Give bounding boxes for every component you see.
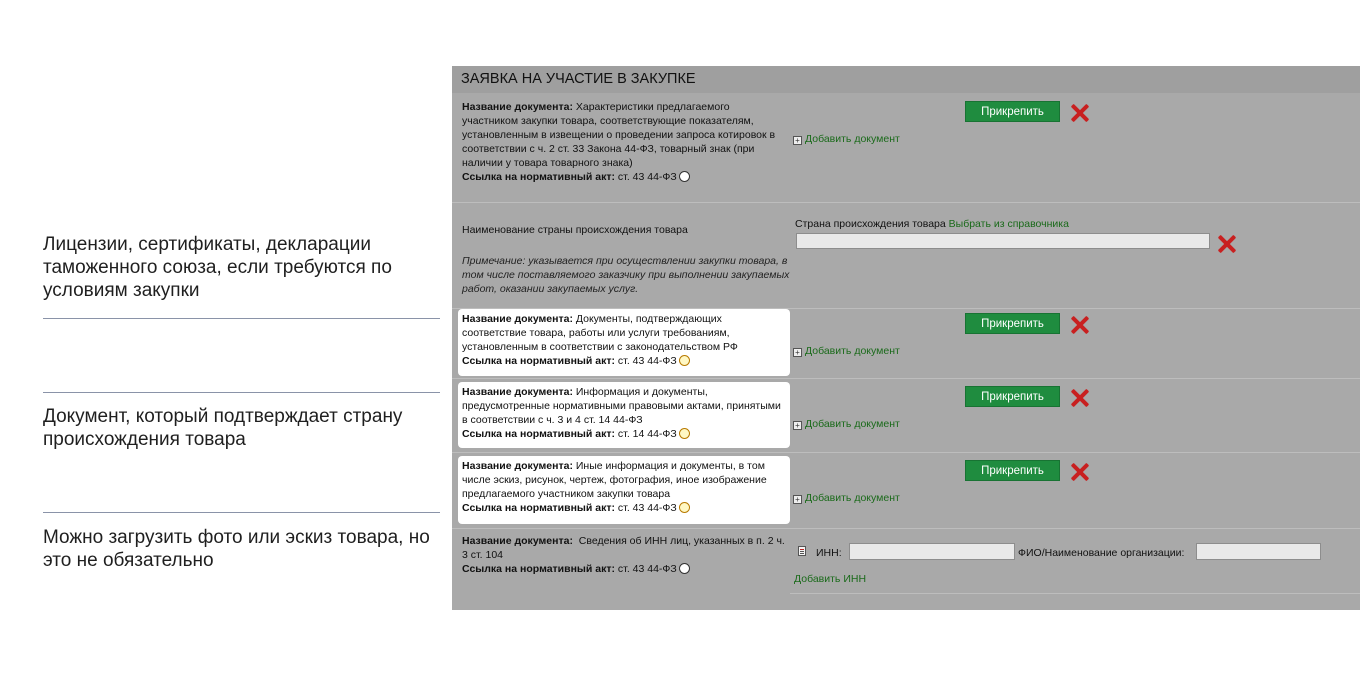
info-icon[interactable] bbox=[679, 355, 690, 366]
expand-plus-icon: + bbox=[793, 421, 802, 430]
doc-name-label: Название документа: bbox=[462, 101, 573, 113]
fio-input[interactable] bbox=[1196, 543, 1321, 560]
act-label: Ссылка на нормативный акт: bbox=[462, 502, 615, 514]
clear-country-icon[interactable] bbox=[1218, 235, 1236, 253]
add-document-link[interactable]: + Добавить документ bbox=[793, 344, 900, 358]
act-ref: ст. 43 44-ФЗ bbox=[617, 171, 677, 183]
doc-name: Документы, подтверждающих соответствие товара, работы или услуги требованиям, установленным в соответствии с законодательством РФ bbox=[462, 313, 738, 353]
expand-plus-icon: + bbox=[793, 136, 802, 145]
act-ref: ст. 43 44-ФЗ bbox=[617, 563, 677, 575]
row-separator bbox=[452, 378, 1360, 379]
country-field-label: Страна происхождения товара bbox=[795, 218, 946, 230]
doc-name: Характеристики предлагаемого участником закупки товара, соответствующие показателям, установленным в извещении о проведении запроса котировок в соответствии с ч. 2 ст. 33 Закона 44-ФЗ, товарный знак (при наличии у товара товарного знака) bbox=[462, 101, 776, 169]
add-document-link[interactable]: + Добавить документ bbox=[793, 417, 900, 431]
act-label: Ссылка на нормативный акт: bbox=[462, 563, 615, 575]
country-field-row bbox=[795, 217, 1195, 231]
row-separator bbox=[452, 528, 1360, 529]
act-ref: ст. 43 44-ФЗ bbox=[617, 502, 677, 514]
annotation-licenses: Лицензии, сертификаты, декларации таможенного союза, если требуются по условиям закупки bbox=[43, 234, 392, 301]
add-inn-link[interactable]: Добавить ИНН bbox=[794, 573, 867, 585]
delete-icon[interactable] bbox=[1071, 463, 1089, 481]
doc-name: Информация и документы, предусмотренные нормативными правовыми актами, принятыми в соответствии с ч. 3 и 4 ст. 14 44-ФЗ bbox=[462, 386, 781, 426]
pick-from-directory-link[interactable]: Выбрать из справочника bbox=[948, 218, 1069, 230]
add-document-link[interactable]: + Добавить документ bbox=[793, 132, 900, 146]
attach-button[interactable]: Прикрепить bbox=[965, 101, 1060, 122]
delete-icon[interactable] bbox=[1071, 389, 1089, 407]
annotation-divider bbox=[43, 318, 440, 319]
info-icon[interactable] bbox=[679, 502, 690, 513]
doc-name-label: Название документа: bbox=[462, 313, 573, 325]
expand-plus-icon: + bbox=[793, 348, 802, 357]
country-input[interactable] bbox=[796, 233, 1210, 249]
doc-name-label: Название документа: bbox=[462, 460, 573, 472]
inn-label: ИНН: bbox=[816, 547, 842, 559]
annotation-divider bbox=[43, 512, 440, 513]
document-row bbox=[458, 97, 790, 187]
application-form-panel bbox=[452, 66, 1360, 610]
delete-icon[interactable] bbox=[1071, 104, 1089, 122]
doc-name-label: Название документа: bbox=[462, 386, 573, 398]
country-label: Наименование страны происхождения товара bbox=[462, 224, 688, 236]
add-document-link[interactable]: + Добавить документ bbox=[793, 491, 900, 505]
attach-button[interactable]: Прикрепить bbox=[965, 386, 1060, 407]
act-ref: ст. 43 44-ФЗ bbox=[617, 355, 677, 367]
annotation-origin-doc: Документ, который подтверждает страну происхождения товара bbox=[43, 406, 403, 450]
expand-plus-icon: + bbox=[793, 495, 802, 504]
document-icon bbox=[798, 546, 806, 556]
info-icon[interactable] bbox=[679, 428, 690, 439]
row-separator bbox=[452, 202, 1360, 203]
info-icon[interactable] bbox=[679, 171, 690, 182]
delete-icon[interactable] bbox=[1071, 316, 1089, 334]
act-ref: ст. 14 44-ФЗ bbox=[617, 428, 677, 440]
country-note: Примечание: указывается при осуществлении закупки товара, в том числе поставляемого заказчику при выполнении закупаемых работ, оказании закупаемых услуг. bbox=[462, 255, 790, 295]
annotation-photo: Можно загрузить фото или эскиз товара, но это не обязательно bbox=[43, 527, 430, 571]
doc-name: Сведения об ИНН лиц, указанных в п. 2 ч. 3 ст. 104 bbox=[462, 535, 785, 561]
info-icon[interactable] bbox=[679, 563, 690, 574]
row-separator bbox=[452, 452, 1360, 453]
row-separator bbox=[790, 593, 1360, 594]
attach-button[interactable]: Прикрепить bbox=[965, 313, 1060, 334]
inn-input[interactable] bbox=[849, 543, 1015, 560]
doc-name-label: Название документа: bbox=[462, 535, 573, 547]
annotation-divider bbox=[43, 392, 440, 393]
inn-document-row bbox=[458, 531, 790, 579]
act-label: Ссылка на нормативный акт: bbox=[462, 355, 615, 367]
panel-title: ЗАЯВКА НА УЧАСТИЕ В ЗАКУПКЕ bbox=[452, 66, 1360, 93]
attach-button[interactable]: Прикрепить bbox=[965, 460, 1060, 481]
act-label: Ссылка на нормативный акт: bbox=[462, 428, 615, 440]
doc-name: Иные информация и документы, в том числе эскиз, рисунок, чертеж, фотография, иное изображение предлагаемого участником закупки товара bbox=[462, 460, 767, 500]
fio-label: ФИО/Наименование организации: bbox=[1018, 547, 1185, 559]
document-row-highlighted bbox=[458, 309, 790, 376]
document-row-highlighted bbox=[458, 382, 790, 448]
act-label: Ссылка на нормативный акт: bbox=[462, 171, 615, 183]
document-row-highlighted bbox=[458, 456, 790, 524]
